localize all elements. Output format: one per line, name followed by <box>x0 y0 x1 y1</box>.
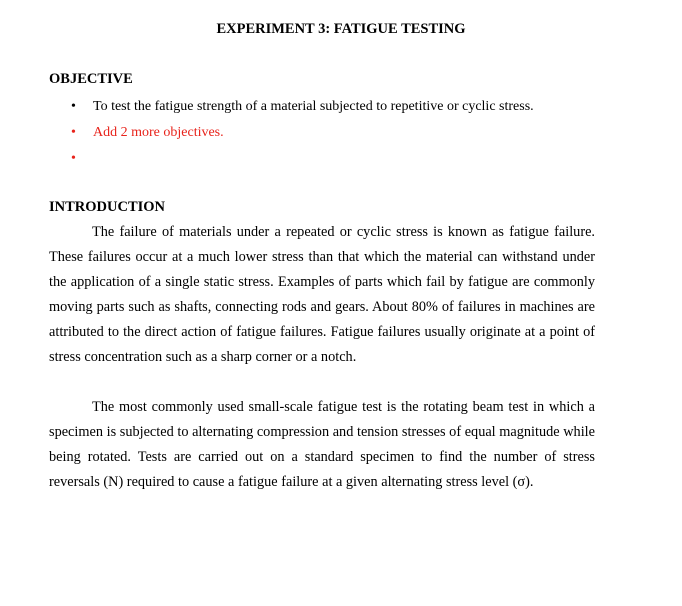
introduction-paragraph: The most commonly used small-scale fatigue test is the rotating beam test in which a specimen is subjected to alternating compression and tension stresses of equal magnitude while being rotated. Tests are carried out on a standard specimen to find the number of stress reversals (N) required to cause a fatigue failure at a given alternating stress level (σ). <box>49 399 595 490</box>
introduction-paragraph: The failure of materials under a repeated or cyclic stress is known as fatigue failure. These failures occur at a much lower stress than that which the material can withstand under the application of a single static stress. Examples of parts which fail by fatigue are commonly moving parts such as shafts, connecting rods and gears. About 80% of failures in machines are attributed to the direct action of fatigue failures. Fatigue failures usually originate at a point of stress concentration such as a sharp corner or a notch. <box>49 224 595 365</box>
objective-item-text: To test the fatigue strength of a material subjected to repetitive or cyclic stress. <box>93 99 534 114</box>
bullet-icon: • <box>71 151 76 166</box>
introduction-heading: INTRODUCTION <box>49 199 166 215</box>
bullet-icon: • <box>71 99 76 114</box>
objective-list <box>49 94 609 172</box>
objective-item <box>49 120 609 146</box>
objective-heading: OBJECTIVE <box>49 71 133 87</box>
objective-item <box>49 94 609 120</box>
objective-item-text: Add 2 more objectives. <box>93 125 224 140</box>
bullet-icon: • <box>71 125 76 140</box>
document-title: EXPERIMENT 3: FATIGUE TESTING <box>216 21 466 37</box>
objective-item <box>49 146 609 172</box>
